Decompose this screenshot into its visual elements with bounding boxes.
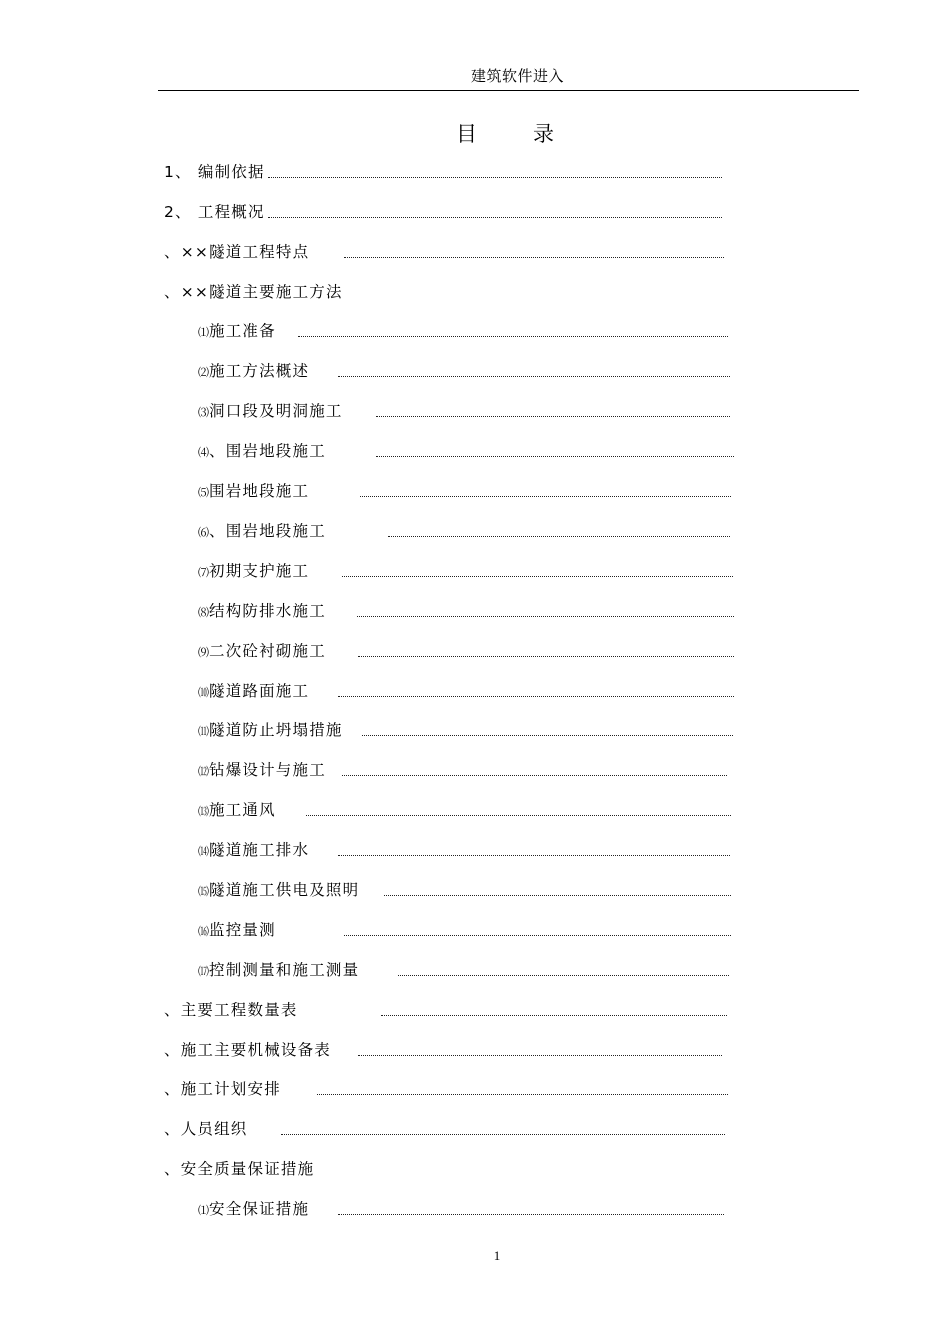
toc-entry[interactable] (0, 878, 950, 902)
toc-entry[interactable] (0, 998, 950, 1022)
toc-entry-label (164, 1157, 314, 1181)
toc-entry-text: 洞口段及明洞施工 (209, 402, 343, 420)
toc-entry-text: 2、 工程概况 (164, 203, 265, 221)
toc-entry-text: 1、 编制依据 (164, 163, 265, 181)
toc-entry-label (198, 838, 309, 864)
toc-entry[interactable] (0, 359, 950, 383)
toc-entry-text: 、安全质量保证措施 (164, 1160, 315, 1178)
toc-entry-number: ⑵ (198, 366, 209, 379)
toc-entry-number: ⑾ (198, 725, 209, 738)
toc-entry[interactable] (0, 958, 950, 982)
toc-entry[interactable] (0, 1077, 950, 1101)
toc-dot-leader (338, 855, 730, 856)
toc-dot-leader (317, 1094, 728, 1095)
toc-dot-leader (268, 177, 722, 178)
header-title: 建筑软件进入 (470, 67, 564, 85)
toc-entry-label (164, 200, 265, 224)
toc-entry-number: ⑺ (198, 566, 209, 579)
toc-title-char-1: 目 (456, 122, 533, 146)
toc-dot-leader (342, 576, 733, 577)
toc-entry-label (164, 1077, 281, 1101)
toc-entry[interactable] (0, 439, 950, 463)
toc-entry-number: ⑷ (198, 446, 209, 459)
toc-entry-label (198, 918, 276, 944)
toc-entry-label (198, 439, 326, 465)
toc-entry[interactable] (0, 200, 950, 224)
toc-dot-leader (298, 336, 728, 337)
toc-dot-leader (360, 496, 731, 497)
toc-entry-number: ⑴ (198, 1204, 209, 1217)
toc-dot-leader (338, 376, 730, 377)
toc-entry[interactable] (0, 679, 950, 703)
toc-entry[interactable] (0, 160, 950, 184)
toc-dot-leader (338, 1214, 724, 1215)
toc-entry-text: 二次砼衬砌施工 (209, 642, 326, 660)
toc-dot-leader (362, 735, 733, 736)
toc-dot-leader (388, 536, 730, 537)
toc-entry[interactable] (0, 1038, 950, 1062)
toc-dot-leader (344, 935, 731, 936)
toc-entry-number: ⒂ (198, 885, 209, 898)
toc-dot-leader (358, 656, 734, 657)
toc-entry[interactable] (0, 838, 950, 862)
toc-entry-label (198, 319, 276, 345)
toc-entry[interactable] (0, 280, 950, 304)
toc-entry-text: 监控量测 (209, 921, 276, 939)
toc-entry-number: ⑻ (198, 606, 209, 619)
toc-entry-label (198, 758, 326, 784)
toc-entry-text: 钻爆设计与施工 (209, 761, 326, 779)
toc-entry-label (198, 679, 309, 705)
toc-entry-text: 、围岩地段施工 (209, 442, 326, 460)
toc-entry-number: ⑿ (198, 765, 209, 778)
toc-entry-text: 、施工计划安排 (164, 1080, 281, 1098)
toc-entry-text: 、××隧道主要施工方法 (164, 283, 343, 301)
toc-entry-text: 、围岩地段施工 (209, 522, 326, 540)
toc-entry[interactable] (0, 479, 950, 503)
toc-entry-text: 围岩地段施工 (209, 482, 310, 500)
toc-entry[interactable] (0, 399, 950, 423)
toc-entry-label (198, 519, 326, 545)
toc-entry[interactable] (0, 519, 950, 543)
toc-dot-leader (376, 416, 730, 417)
toc-entry-text: 结构防排水施工 (209, 602, 326, 620)
toc-entry-label (198, 359, 309, 385)
toc-dot-leader (306, 815, 731, 816)
toc-entry-label (164, 998, 298, 1022)
toc-entry-number: ⒃ (198, 925, 209, 938)
toc-entry-label (164, 240, 309, 264)
toc-entry-label (198, 718, 343, 744)
toc-entry-number: ⒀ (198, 805, 209, 818)
toc-entry-number: ⑽ (198, 686, 209, 699)
toc-entry[interactable] (0, 240, 950, 264)
toc-entry-label (198, 399, 343, 425)
toc-entry[interactable] (0, 1157, 950, 1181)
toc-entry-label (164, 280, 343, 304)
toc-entry[interactable] (0, 319, 950, 343)
toc-entry-label (198, 599, 326, 625)
toc-entry-number: ⑶ (198, 406, 209, 419)
toc-entry-number: ⑴ (198, 326, 209, 339)
toc-entry-label (164, 1038, 331, 1062)
toc-dot-leader (268, 217, 722, 218)
toc-entry-label (198, 1197, 309, 1223)
toc-dot-leader (344, 257, 724, 258)
toc-dot-leader (281, 1134, 725, 1135)
toc-entry-number: ⒁ (198, 845, 209, 858)
toc-entry-text: 隧道路面施工 (209, 682, 310, 700)
toc-dot-leader (376, 456, 734, 457)
toc-entry[interactable] (0, 1197, 950, 1221)
toc-entry-text: 、××隧道工程特点 (164, 243, 310, 261)
toc-entry-text: 施工通风 (209, 801, 276, 819)
toc-dot-leader (342, 775, 727, 776)
toc-entry-text: 隧道施工供电及照明 (209, 881, 360, 899)
toc-entry[interactable] (0, 559, 950, 583)
toc-title-char-2: 录 (533, 122, 610, 146)
toc-entry-text: 、主要工程数量表 (164, 1001, 298, 1019)
toc-dot-leader (358, 1055, 722, 1056)
toc-entry[interactable] (0, 639, 950, 663)
toc-entry-text: 隧道施工排水 (209, 841, 310, 859)
toc-entry-label (198, 639, 326, 665)
toc-entry[interactable] (0, 1117, 950, 1141)
toc-dot-leader (381, 1015, 727, 1016)
toc-entry-text: 初期支护施工 (209, 562, 310, 580)
toc-dot-leader (357, 616, 734, 617)
toc-entry-text: 、施工主要机械设备表 (164, 1041, 332, 1059)
toc-dot-leader (398, 975, 729, 976)
toc-entry-label (198, 878, 359, 904)
toc-entry-label (164, 160, 265, 184)
toc-entry-number: ⑼ (198, 646, 209, 659)
toc-entry-text: 施工方法概述 (209, 362, 310, 380)
toc-entry-text: 、人员组织 (164, 1120, 248, 1138)
toc-dot-leader (384, 895, 731, 896)
toc-entry[interactable] (0, 599, 950, 623)
toc-entry-number: ⑹ (198, 526, 209, 539)
toc-entry-label (164, 1117, 248, 1141)
toc-dot-leader (338, 696, 734, 697)
toc-entry-text: 安全保证措施 (209, 1200, 310, 1218)
toc-entry[interactable] (0, 758, 950, 782)
toc-entry[interactable] (0, 798, 950, 822)
toc-entry[interactable] (0, 718, 950, 742)
toc-entry-label (198, 958, 359, 984)
toc-entry-text: 控制测量和施工测量 (209, 961, 360, 979)
toc-entry-label (198, 798, 276, 824)
toc-entry-text: 隧道防止坍塌措施 (209, 721, 343, 739)
toc-entry-number: ⒄ (198, 965, 209, 978)
toc-entry[interactable] (0, 918, 950, 942)
toc-entry-number: ⑸ (198, 486, 209, 499)
toc-entry-label (198, 479, 309, 505)
page-number: 1 (493, 1248, 501, 1263)
toc-entry-text: 施工准备 (209, 322, 276, 340)
toc-entry-label (198, 559, 309, 585)
